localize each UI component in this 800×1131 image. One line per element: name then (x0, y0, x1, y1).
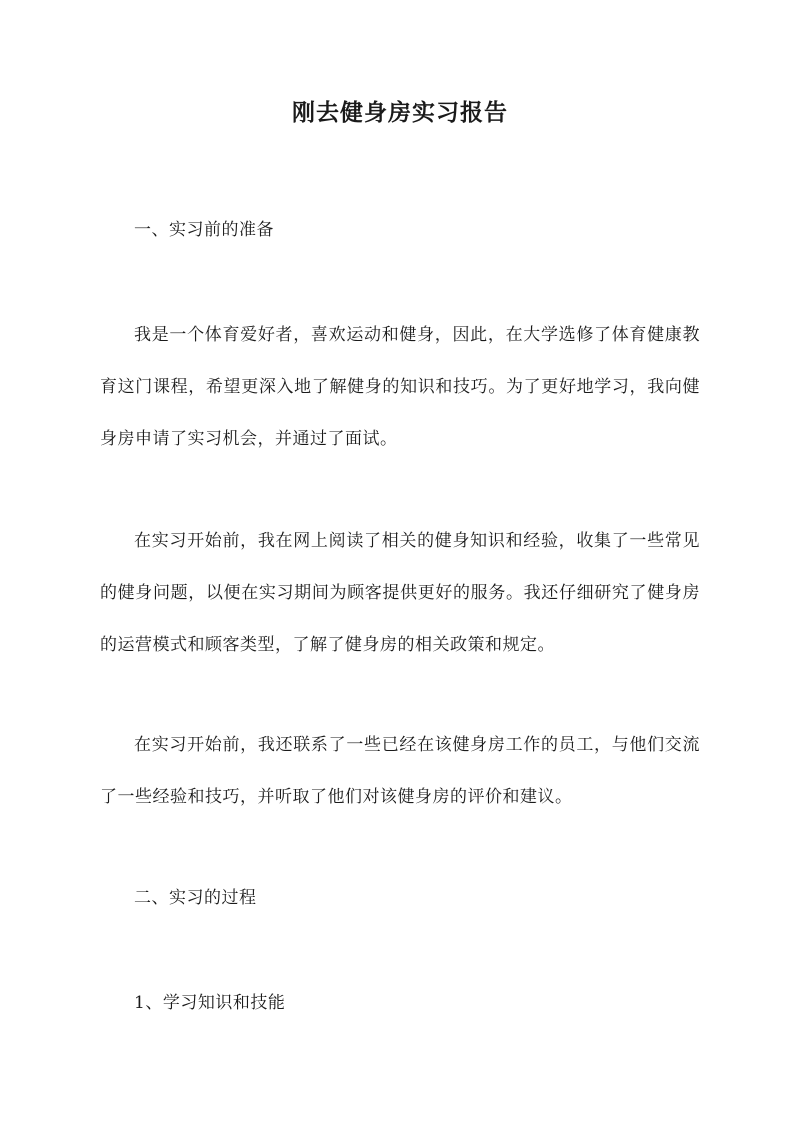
section-heading-preparation: 一、实习前的准备 (134, 220, 274, 240)
section-heading-process: 二、实习的过程 (134, 888, 257, 908)
paragraph-motivation: 我是一个体育爱好者，喜欢运动和健身，因此，在大学选修了体育健康教育这门课程，希望更深入地了解健身的知识和技巧。为了更好地学习，我向健身房申请了实习机会，并通过了面试。 (100, 325, 700, 449)
paragraph-research: 在实习开始前，我在网上阅读了相关的健身知识和经验，收集了一些常见的健身问题，以便在实习期间为顾客提供更好的服务。我还仔细研究了健身房的运营模式和顾客类型，了解了健身房的相关政策和规定。 (100, 531, 700, 655)
subsection-heading-learning: 1、学习知识和技能 (134, 993, 286, 1013)
document-title: 刚去健身房实习报告 (292, 99, 508, 126)
paragraph-staff-contact: 在实习开始前，我还联系了一些已经在该健身房工作的员工，与他们交流了一些经验和技巧，并听取了他们对该健身房的评价和建议。 (100, 735, 700, 807)
